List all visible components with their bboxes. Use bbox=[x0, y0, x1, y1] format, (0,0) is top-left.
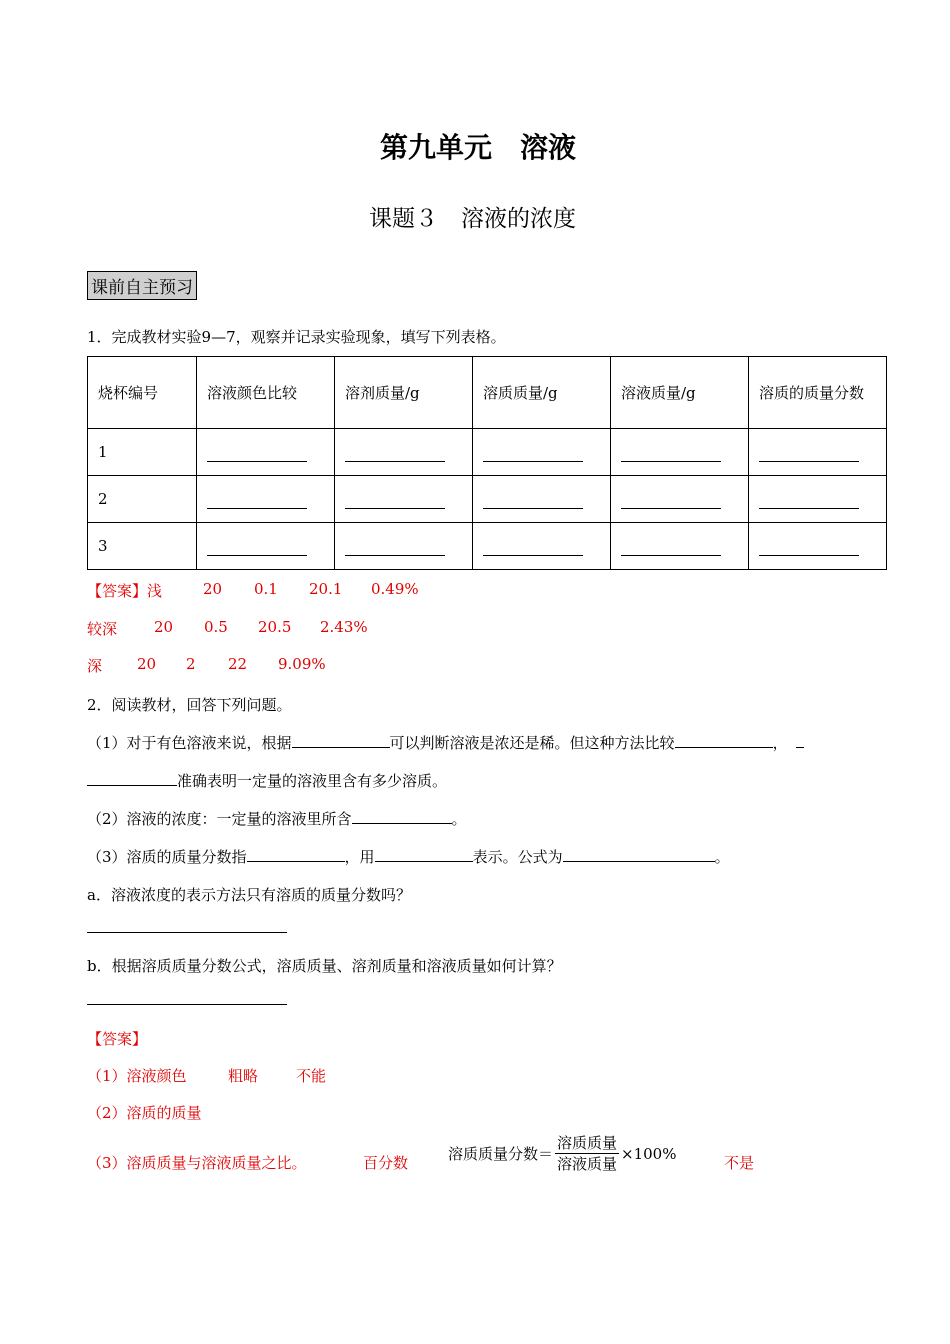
formula-denominator: 溶液质量 bbox=[557, 1155, 618, 1173]
answer-value: 20 bbox=[154, 618, 174, 636]
question-1: 1．完成教材实验9—7，观察并记录实验现象，填写下列表格。 bbox=[87, 328, 506, 346]
beaker-number: 2 bbox=[88, 476, 197, 523]
text-fragment: 。 bbox=[714, 848, 730, 866]
experiment-table bbox=[87, 356, 887, 570]
question-2: 2．阅读教材，回答下列问题。 bbox=[87, 696, 292, 714]
question-2-part-3 bbox=[87, 846, 730, 867]
question-2a: a．溶液浓度的表示方法只有溶质的质量分数吗？ bbox=[87, 886, 411, 904]
fill-blank bbox=[749, 523, 887, 570]
answer-value: 20 bbox=[137, 655, 157, 673]
answer-line bbox=[87, 1004, 287, 1005]
fill-blank bbox=[335, 429, 473, 476]
fill-blank bbox=[473, 523, 611, 570]
beaker-number: 3 bbox=[88, 523, 197, 570]
fill-blank bbox=[611, 523, 749, 570]
answer-value: 2 bbox=[186, 655, 196, 673]
text-fragment: ， bbox=[772, 734, 788, 752]
formula-lhs: 溶质质量分数＝ bbox=[448, 1145, 554, 1163]
question-2-part-1 bbox=[87, 732, 804, 753]
formula-rhs: ×100% bbox=[621, 1144, 677, 1163]
answer-value: 2.43% bbox=[320, 618, 368, 636]
fill-blank bbox=[247, 847, 345, 862]
answer-label: 【答案】 bbox=[87, 1030, 148, 1048]
question-2b: b．根据溶质质量分数公式，溶质质量、溶剂质量和溶液质量如何计算？ bbox=[87, 957, 562, 975]
fill-blank bbox=[197, 429, 335, 476]
table-header: 烧杯编号 bbox=[88, 357, 197, 429]
answer-2-2: （2）溶质的质量 bbox=[87, 1104, 202, 1122]
fill-blank bbox=[473, 429, 611, 476]
fill-blank bbox=[611, 476, 749, 523]
beaker-number: 1 bbox=[88, 429, 197, 476]
formula-numerator: 溶质质量 bbox=[557, 1134, 618, 1152]
text-fragment: 表示。公式为 bbox=[472, 848, 563, 866]
text-fragment: （1）对于有色溶液来说，根据 bbox=[87, 734, 292, 752]
fill-blank bbox=[796, 733, 804, 748]
answer-2-1b: 粗略 bbox=[228, 1067, 259, 1085]
fill-blank bbox=[335, 476, 473, 523]
answer-value: 深 bbox=[87, 657, 103, 675]
section-tag: 课前自主预习 bbox=[87, 271, 197, 300]
table-header: 溶质质量/g bbox=[473, 357, 611, 429]
formula-fraction bbox=[555, 1133, 619, 1174]
answer-value: 20.5 bbox=[258, 618, 292, 636]
answer-label: 【答案】 bbox=[87, 582, 148, 600]
question-2-part-2 bbox=[87, 808, 467, 829]
answer-2-3c: 不是 bbox=[724, 1154, 755, 1172]
text-fragment: （2）溶液的浓度：一定量的溶液里所含 bbox=[87, 810, 352, 828]
answer-value: 22 bbox=[228, 655, 248, 673]
answer-2-3: （3）溶质质量与溶液质量之比。 bbox=[87, 1154, 307, 1172]
answer-value: 9.09% bbox=[278, 655, 326, 673]
answer-line bbox=[87, 932, 287, 933]
text-fragment: 可以判断溶液是浓还是稀。但这种方法比较 bbox=[389, 734, 675, 752]
text-fragment: ，用 bbox=[344, 848, 375, 866]
fill-blank bbox=[749, 476, 887, 523]
fill-blank bbox=[197, 476, 335, 523]
fill-blank bbox=[749, 429, 887, 476]
table-row bbox=[88, 476, 887, 523]
text-fragment: 准确表明一定量的溶液里含有多少溶质。 bbox=[177, 772, 448, 790]
answer-2-3b: 百分数 bbox=[363, 1154, 409, 1172]
table-header: 溶剂质量/g bbox=[335, 357, 473, 429]
fill-blank bbox=[563, 847, 715, 862]
answer-value: 0.5 bbox=[204, 618, 228, 636]
fill-blank bbox=[87, 771, 177, 786]
table-header: 溶液质量/g bbox=[611, 357, 749, 429]
answer-2-1: （1）溶液颜色 bbox=[87, 1067, 187, 1085]
table-header: 溶质的质量分数 bbox=[749, 357, 887, 429]
fill-blank bbox=[473, 476, 611, 523]
mass-fraction-formula bbox=[448, 1133, 676, 1174]
page-title: 第九单元 溶液 bbox=[380, 131, 577, 164]
table-row bbox=[88, 429, 887, 476]
answer-value: 0.49% bbox=[371, 580, 419, 598]
page-subtitle: 课题３ 溶液的浓度 bbox=[369, 206, 576, 232]
table-header: 溶液颜色比较 bbox=[197, 357, 335, 429]
fill-blank bbox=[292, 733, 390, 748]
table-header-row bbox=[88, 357, 887, 429]
answer-value: 浅 bbox=[147, 582, 163, 600]
text-fragment: （3）溶质的质量分数指 bbox=[87, 848, 247, 866]
fill-blank bbox=[611, 429, 749, 476]
answer-value: 0.1 bbox=[254, 580, 278, 598]
table-row bbox=[88, 523, 887, 570]
answer-2-1c: 不能 bbox=[296, 1067, 327, 1085]
question-2-part-1-cont bbox=[87, 770, 447, 791]
fill-blank bbox=[197, 523, 335, 570]
fill-blank bbox=[675, 733, 773, 748]
fill-blank bbox=[375, 847, 473, 862]
answer-value: 20.1 bbox=[309, 580, 343, 598]
answer-value: 较深 bbox=[87, 620, 118, 638]
fill-blank bbox=[352, 809, 452, 824]
text-fragment: 。 bbox=[451, 810, 467, 828]
answer-value: 20 bbox=[203, 580, 223, 598]
fill-blank bbox=[335, 523, 473, 570]
answer-row-1 bbox=[87, 580, 162, 601]
